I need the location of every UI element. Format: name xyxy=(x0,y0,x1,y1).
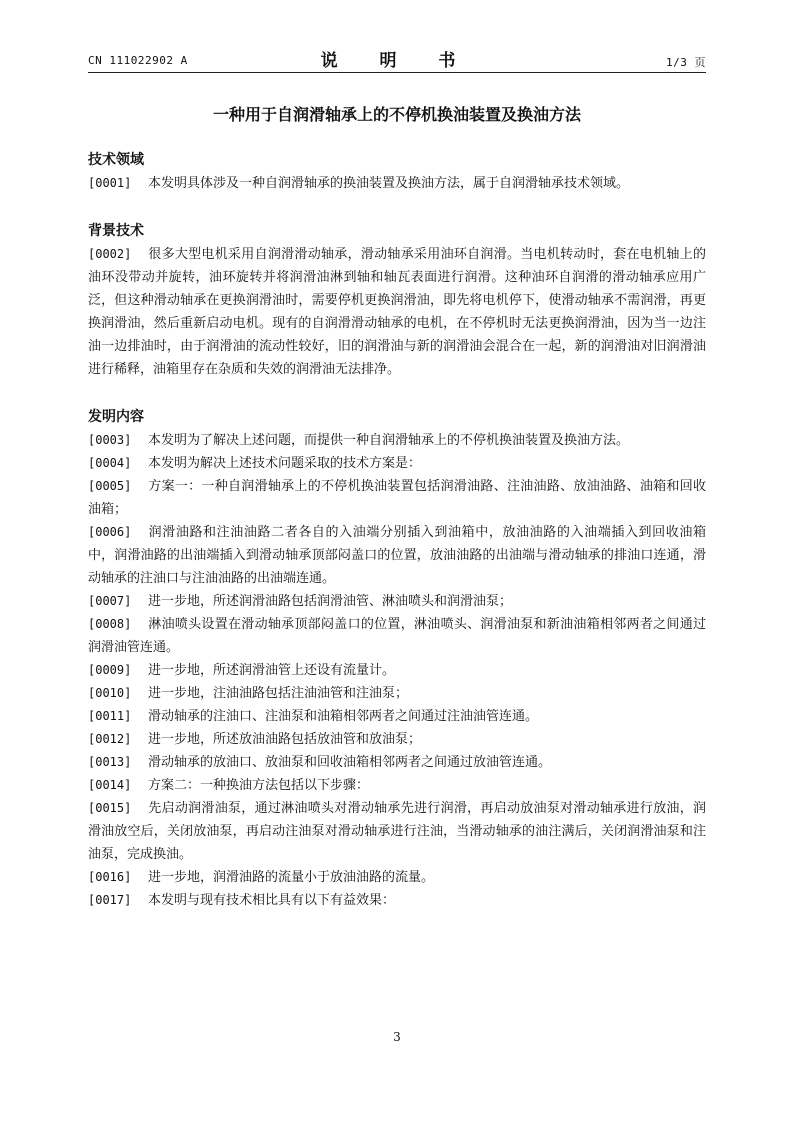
header-divider xyxy=(88,72,706,73)
paragraph xyxy=(88,475,706,521)
paragraph-number: [0003] xyxy=(88,433,132,447)
paragraph-number: [0009] xyxy=(88,663,132,677)
page-number: 3 xyxy=(393,1030,401,1044)
paragraph xyxy=(88,751,706,774)
paragraph-text: 方案二：一种换油方法包括以下步骤： xyxy=(148,778,370,793)
paragraph xyxy=(88,705,706,728)
paragraph-text: 进一步地，注油油路包括注油油管和注油泵； xyxy=(148,686,409,701)
paragraph-text: 滑动轴承的放油口、放油泵和回收油箱相邻两者之间通过放油管连通。 xyxy=(148,755,552,770)
paragraph-number: [0007] xyxy=(88,594,132,608)
paragraph-number: [0008] xyxy=(88,617,132,631)
paragraph-number: [0001] xyxy=(88,176,132,190)
document-type-heading: 说 明 书 xyxy=(320,51,474,71)
paragraph-number: [0004] xyxy=(88,456,132,470)
paragraph xyxy=(88,659,706,682)
paragraph-text: 很多大型电机采用自润滑滑动轴承，滑动轴承采用油环自润滑。当电机转动时，套在电机轴上的油环没带动并旋转，油环旋转并将润滑油淋到轴和轴瓦表面进行润滑。这种油环自润滑的滑动轴承应用广泛，但这种滑动轴承在更换润滑油时，需要停机更换润滑油，即先将电机停下，使滑动轴承不需润滑，再更换润滑油，然后重新启动电机。现有的自润滑滑动轴承的电机，在不停机时无法更换润滑油，因为当一边注油一边排油时，由于润滑油的流动性较好，旧的润滑油与新的润滑油会混合在一起，新的润滑油对旧润滑油进行稀释，油箱里存在杂质和失效的润滑油无法排净。 xyxy=(88,247,706,377)
paragraph xyxy=(88,866,706,889)
publication-number: CN 111022902 A xyxy=(88,54,188,67)
paragraph-text: 本发明具体涉及一种自润滑轴承的换油装置及换油方法，属于自润滑轴承技术领域。 xyxy=(148,176,630,191)
paragraph-text: 润滑油路和注油油路二者各自的入油端分别插入到油箱中，放油油路的入油端插入到回收油箱中，润滑油路的出油端插入到滑动轴承顶部闷盖口的位置，放油油路的出油端与滑动轴承的排油口连通，滑动轴承的注油口与注油油路的出油端连通。 xyxy=(88,525,706,586)
paragraph xyxy=(88,172,706,195)
paragraph xyxy=(88,774,706,797)
paragraph-number: [0002] xyxy=(88,247,132,261)
paragraph-text: 本发明为解决上述技术问题采取的技术方案是： xyxy=(148,456,422,471)
paragraph-number: [0005] xyxy=(88,479,132,493)
paragraph xyxy=(88,797,706,866)
paragraph-text: 进一步地，所述润滑油路包括润滑油管、淋油喷头和润滑油泵； xyxy=(148,594,513,609)
paragraph-text: 滑动轴承的注油口、注油泵和油箱相邻两者之间通过注油油管连通。 xyxy=(148,709,539,724)
paragraph-text: 本发明与现有技术相比具有以下有益效果： xyxy=(148,893,396,908)
paragraph-number: [0016] xyxy=(88,870,132,884)
paragraph xyxy=(88,429,706,452)
section-heading: 发明内容 xyxy=(88,409,144,425)
paragraph-number: [0006] xyxy=(88,525,132,539)
paragraph xyxy=(88,590,706,613)
page-indicator: 1/3 页 xyxy=(666,56,706,69)
paragraph-number: [0015] xyxy=(88,801,132,815)
document-body xyxy=(88,148,706,912)
paragraph xyxy=(88,889,706,912)
paragraph-text: 淋油喷头设置在滑动轴承顶部闷盖口的位置，淋油喷头、润滑油泵和新油油箱相邻两者之间通过润滑油管连通。 xyxy=(88,617,706,655)
paragraph-number: [0011] xyxy=(88,709,132,723)
paragraph xyxy=(88,682,706,705)
paragraph-number: [0013] xyxy=(88,755,132,769)
paragraph-text: 进一步地，所述润滑油管上还设有流量计。 xyxy=(148,663,396,678)
paragraph-text: 本发明为了解决上述问题，而提供一种自润滑轴承上的不停机换油装置及换油方法。 xyxy=(148,433,630,448)
paragraph xyxy=(88,613,706,659)
paragraph-number: [0014] xyxy=(88,778,132,792)
paragraph-text: 先启动润滑油泵，通过淋油喷头对滑动轴承先进行润滑，再启动放油泵对滑动轴承进行放油，润滑油放空后，关闭放油泵，再启动注油泵对滑动轴承进行注油，当滑动轴承的油注满后，关闭润滑油泵和注油泵，完成换油。 xyxy=(88,801,706,862)
paragraph-number: [0012] xyxy=(88,732,132,746)
paragraph-number: [0017] xyxy=(88,893,132,907)
paragraph xyxy=(88,243,706,381)
paragraph-text: 方案一：一种自润滑轴承上的不停机换油装置包括润滑油路、注油油路、放油油路、油箱和回收油箱； xyxy=(88,479,706,517)
paragraph-text: 进一步地，润滑油路的流量小于放油油路的流量。 xyxy=(148,870,435,885)
paragraph-number: [0010] xyxy=(88,686,132,700)
section-heading: 技术领域 xyxy=(88,152,144,168)
paragraph-text: 进一步地，所述放油油路包括放油管和放油泵； xyxy=(148,732,422,747)
paragraph xyxy=(88,728,706,751)
paragraph xyxy=(88,452,706,475)
document-title: 一种用于自润滑轴承上的不停机换油装置及换油方法 xyxy=(212,105,581,124)
paragraph xyxy=(88,521,706,590)
section-heading: 背景技术 xyxy=(88,223,144,239)
